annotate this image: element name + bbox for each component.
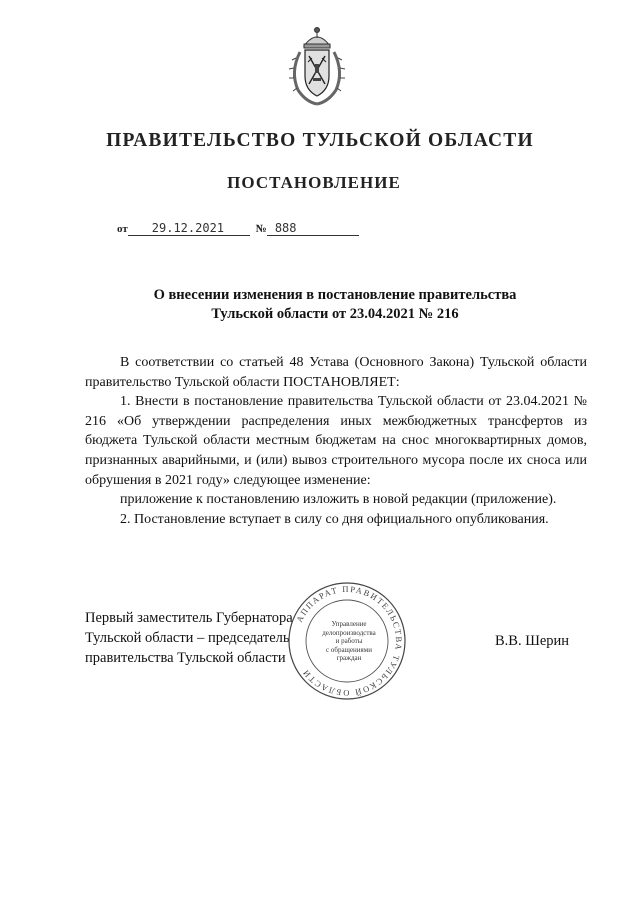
body-paragraph-item-2: 2. Постановление вступает в силу со дня официального опубликования. bbox=[120, 511, 549, 527]
signatory-line-1: Первый заместитель Губернатора bbox=[85, 610, 293, 626]
document-date-number-line bbox=[117, 221, 359, 236]
body-paragraph-annex: приложение к постановлению изложить в новой редакции (приложение). bbox=[120, 492, 557, 508]
number-label: № bbox=[255, 223, 267, 235]
document-number: 888 bbox=[267, 221, 359, 236]
organization-title: ПРАВИТЕЛЬСТВО ТУЛЬСКОЙ ОБЛАСТИ bbox=[106, 130, 534, 151]
stamp-line-1: Управление bbox=[331, 620, 367, 628]
stamp-inner-text bbox=[312, 620, 386, 663]
stamp-line-3: и работы bbox=[335, 637, 363, 645]
document-body bbox=[85, 353, 587, 529]
subject-line-1: О внесении изменения в постановление правительства bbox=[153, 287, 517, 303]
stamp-line-4: с обращениями bbox=[326, 645, 372, 654]
date-label: от bbox=[117, 223, 128, 235]
stamp-line-5: граждан bbox=[336, 654, 362, 662]
document-date: 29.12.2021 bbox=[128, 221, 250, 236]
signatory-name: В.В. Шерин bbox=[495, 633, 570, 649]
signatory-position bbox=[85, 608, 293, 668]
body-paragraph-item-1: 1. Внести в постановление правительства Тульской области от 23.04.2021 № 216 «Об утверждении распределения иных межбюджетных трансфертов из бюджета Тульской области местным бюджетам на снос многоквартирных домов, признанных аварийными, и (или) вывоз строительного мусора после их сноса или обрушения в 2021 году» следующее изменение: bbox=[85, 394, 587, 488]
stamp-ring-text: АППАРАТ ПРАВИТЕЛЬСТВА ТУЛЬСКОЙ ОБЛАСТИ bbox=[294, 583, 405, 699]
signatory-line-3: правительства Тульской области bbox=[85, 650, 286, 666]
stamp-line-2: делопроизводства bbox=[322, 628, 376, 637]
body-paragraph-preamble: В соответствии со статьей 48 Устава (Основного Закона) Тульской области правительство Тульской области ПОСТАНОВЛЯЕТ: bbox=[85, 355, 587, 390]
signatory-line-2: Тульской области – председатель bbox=[85, 630, 290, 646]
document-type-heading: ПОСТАНОВЛЕНИЕ bbox=[227, 173, 401, 192]
coat-of-arms-emblem bbox=[286, 24, 348, 106]
document-subject bbox=[60, 286, 610, 324]
subject-line-2: Тульской области от 23.04.2021 № 216 bbox=[211, 306, 459, 322]
